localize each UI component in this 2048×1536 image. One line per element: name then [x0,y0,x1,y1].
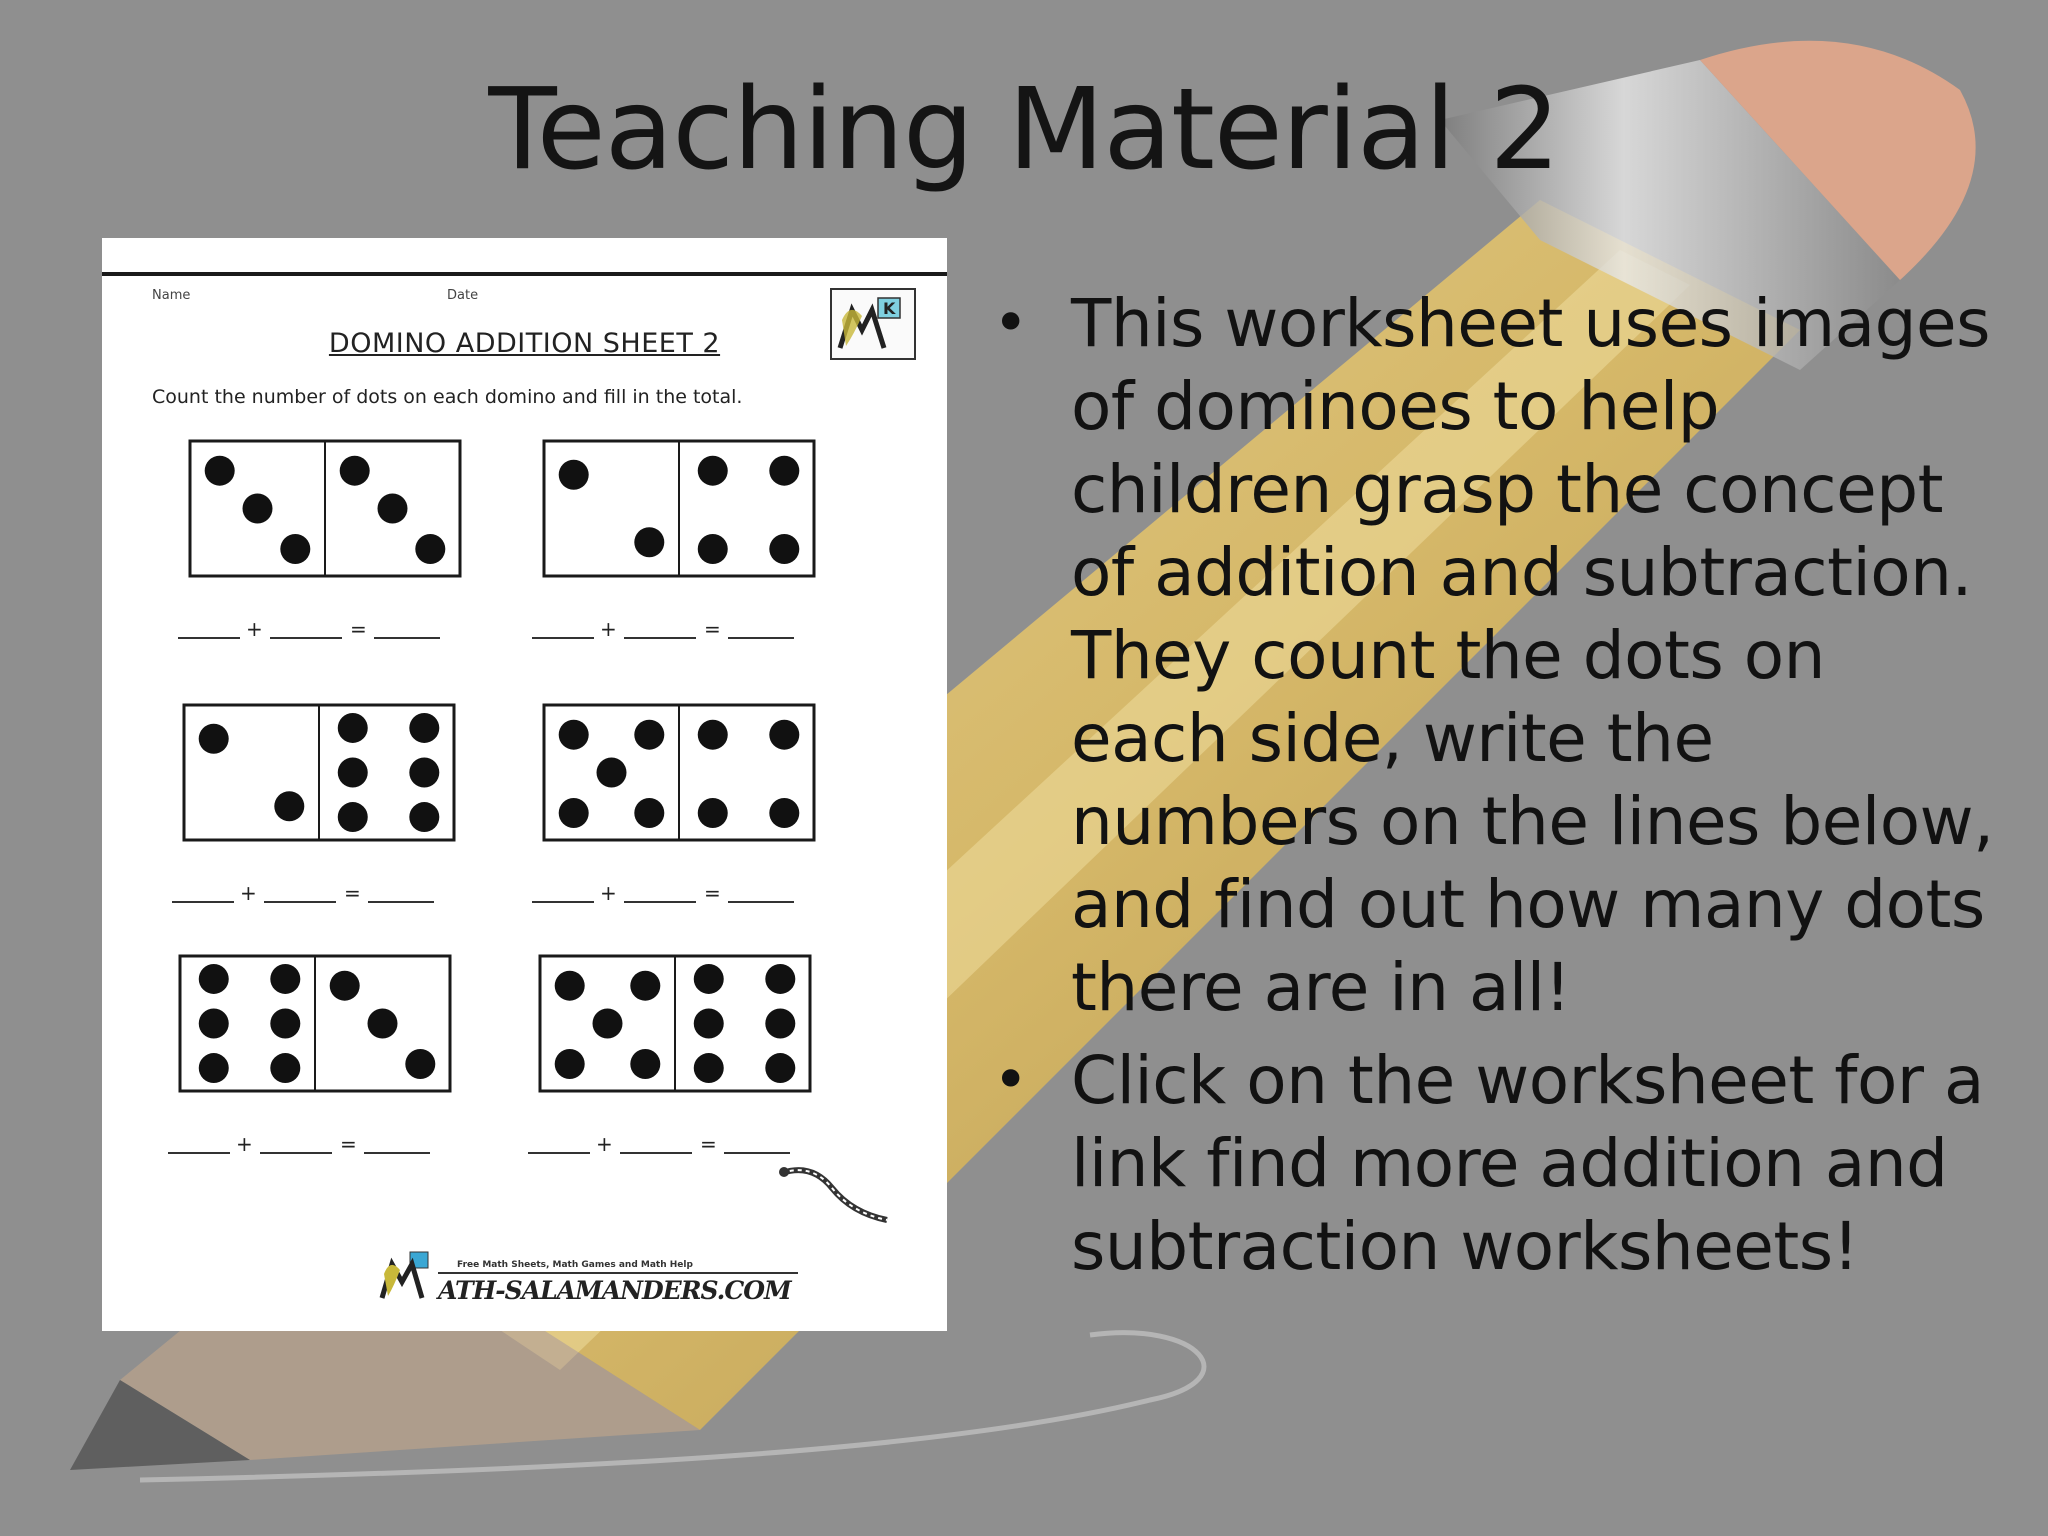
domino-pip [694,1053,724,1083]
domino-pip [630,1049,660,1079]
plus-sign: + [600,881,617,905]
domino-pip [765,1009,795,1039]
domino-pip [593,1009,623,1039]
domino-pip [597,758,627,788]
domino-pip [409,802,439,832]
domino-pip [340,456,370,486]
domino-pip [769,720,799,750]
footer-brand: ATH-SALAMANDERS.COM [438,1276,791,1305]
domino-pip [769,534,799,564]
logo-letter: K [883,299,896,318]
domino-pip [694,964,724,994]
domino-pip [280,534,310,564]
domino-pip [698,798,728,828]
worksheet-image-link[interactable] [102,238,947,1331]
equals-sign: = [340,1132,357,1156]
domino-pip [199,964,229,994]
bullet-item [985,282,1995,1029]
bullet-dot-icon: • [993,1045,1028,1115]
domino-pip [199,1009,229,1039]
footer-tagline: Free Math Sheets, Math Games and Math Help [457,1260,693,1270]
bullet-text: Click on the worksheet for a link find more addition and subtraction worksheets! [1071,1042,1984,1285]
domino-pip [378,494,408,524]
domino-pip [205,456,235,486]
domino-pip [409,713,439,743]
plus-sign: + [240,881,257,905]
bullet-dot-icon: • [993,288,1028,358]
worksheet-instruction: Count the number of dots on each domino and fill in the total. [152,386,743,408]
equals-sign: = [350,617,367,641]
domino-pip [274,791,304,821]
equals-sign: = [704,617,721,641]
worksheet-name-label: Name [152,288,191,303]
domino-pip [634,720,664,750]
salamander-drawing-icon [772,1158,902,1238]
domino-pip [243,494,273,524]
equals-sign: = [700,1132,717,1156]
slide-title: Teaching Material 2 [488,65,1560,195]
domino-pip [338,802,368,832]
domino-pip [270,964,300,994]
domino-pip [338,713,368,743]
bullet-item [985,1039,1995,1288]
bullet-text: This worksheet uses images of dominoes to help children grasp the concept of addition and subtraction. They count the dots on each side, write the numbers on the lines below, and find out how many dots there are in all! [1071,285,1994,1026]
bullet-list [985,282,1995,1298]
domino-pip [270,1053,300,1083]
domino-pip [559,460,589,490]
domino-pip [769,456,799,486]
domino-pip [559,720,589,750]
domino-pip [630,971,660,1001]
domino-pip [555,1049,585,1079]
footer-underline [438,1272,798,1274]
domino-pip [698,720,728,750]
domino-pip [555,971,585,1001]
domino-pip [698,456,728,486]
domino-pip [199,1053,229,1083]
math-salamanders-footer-logo-icon [378,1250,438,1302]
worksheet-title: DOMINO ADDITION SHEET 2 [328,328,721,359]
domino-pip [405,1049,435,1079]
plus-sign: + [600,617,617,641]
domino-pip [559,798,589,828]
domino-pip [634,527,664,557]
worksheet-date-label: Date [447,288,479,303]
plus-sign: + [596,1132,613,1156]
plus-sign: + [246,617,263,641]
plus-sign: + [236,1132,253,1156]
domino-pip [765,964,795,994]
domino-pip [199,724,229,754]
domino-pip [415,534,445,564]
domino-pip [698,534,728,564]
domino-pip [338,758,368,788]
domino-pip [270,1009,300,1039]
domino-pip [409,758,439,788]
domino-pip [769,798,799,828]
domino-pip [765,1053,795,1083]
domino-pip [330,971,360,1001]
equals-sign: = [344,881,361,905]
equals-sign: = [704,881,721,905]
domino-pip [694,1009,724,1039]
domino-pip [634,798,664,828]
domino-pip [368,1009,398,1039]
